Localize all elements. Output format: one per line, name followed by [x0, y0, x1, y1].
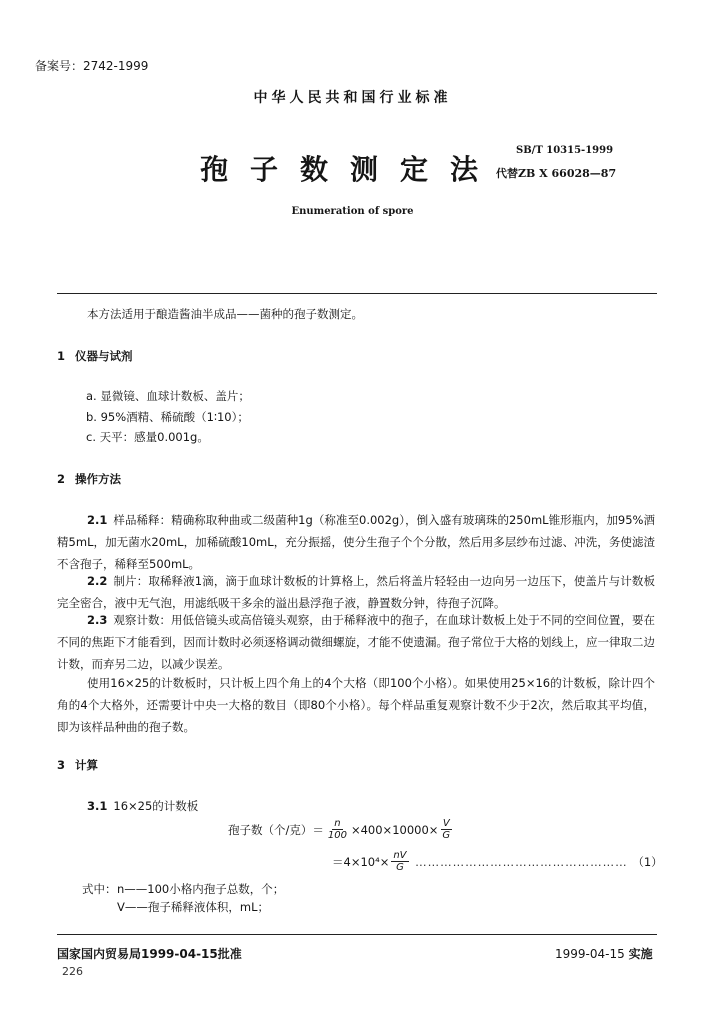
header-divider	[57, 293, 657, 294]
subsection-3-1	[57, 795, 655, 817]
standard-code: SB/T 10315-1999	[516, 145, 614, 156]
page-number: 226	[62, 965, 83, 978]
formula-line-1	[228, 818, 454, 841]
english-title: Enumeration of spore	[291, 206, 414, 217]
section-2-heading	[57, 471, 121, 487]
implement-label: 实施	[628, 947, 653, 961]
equation-number: （1）	[632, 854, 663, 869]
page-title: 孢子数测定法	[200, 153, 501, 186]
replaces-standard: 代替ZB X 66028—87	[496, 167, 617, 180]
list-item: c. 天平：感量0.001g。	[86, 430, 209, 444]
where-label: 式中：	[82, 882, 117, 896]
intro-paragraph: 本方法适用于酿造酱油半成品——菌种的孢子数测定。	[87, 307, 363, 321]
section-1-title: 仪器与试剂	[75, 349, 133, 363]
leader-dots: ……………………………………………	[410, 854, 633, 869]
clause-number: 2.3	[87, 613, 108, 627]
paragraph-2-4: 使用16×25的计数板时，只计板上四个角上的4个大格（即100个小格）。如果使用25×16的计数板，除计四个角的4个大格外，还需要计中央一大格的数目（即80个小格）。每个样品重复观察计数不少于2次，然后取其平均值，即为该样品种曲的孢子数。	[57, 676, 655, 734]
standard-type-heading: 中华人民共和国行业标准	[253, 90, 452, 106]
fraction-denominator: G	[442, 830, 451, 841]
clause-number: 3.1	[87, 799, 108, 813]
approval-text: 国家国内贸易局1999-04-15批准	[57, 947, 242, 961]
list-item: b. 95%酒精、稀硫酸（1∶10）；	[86, 409, 249, 424]
fraction-numerator: nV	[393, 850, 407, 861]
section-1-list	[86, 386, 250, 448]
fraction	[391, 850, 408, 873]
fraction-denominator: 100	[327, 830, 347, 841]
fraction-numerator: n	[334, 818, 341, 829]
formula-line-2	[332, 850, 663, 873]
footer-divider	[57, 934, 657, 935]
section-3-heading	[57, 757, 98, 773]
section-3-number: 3	[57, 758, 66, 772]
paragraph-text: 制片：取稀释液1滴，滴于血球计数板的计算格上，然后将盖片轻轻由一边向另一边压下，使盖片与计数板完全密合，液中无气泡，用滤纸吸干多余的溢出悬浮孢子液，静置数分钟，待孢子沉降。	[57, 574, 655, 610]
formula-prefix: ＝4×10⁴×	[332, 854, 390, 869]
section-3-title: 计算	[75, 758, 98, 772]
implementation-date	[555, 945, 653, 962]
formula-lhs: 孢子数（个/克）＝	[228, 822, 324, 837]
paragraph-text: 样品稀释：精确称取种曲或二级菌种1g（称准至0.002g），倒入盛有玻璃珠的250mL锥形瓶内，加95%酒精5mL，加无菌水20mL，加稀硫酸10mL，充分振摇，使分生孢子个个分散，然后用多层纱布过滤、冲洗，务使滤渣不含孢子，稀释至500mL。	[57, 513, 655, 571]
section-2-title: 操作方法	[75, 472, 121, 486]
section-2-number: 2	[57, 472, 66, 486]
clause-number: 2.1	[87, 513, 108, 527]
paragraph-2-3	[57, 609, 655, 675]
paragraph-text: 观察计数：用低倍镜头或高倍镜头观察，由于稀释液中的孢子，在血球计数板上处于不同的空间位置，要在不同的焦距下才能看到，因而计数时必须逐格调动微细螺旋，才能不使遗漏。孢子常位于大格的划线上，应一律取二边计数，而弃另二边，以减少误差。	[57, 613, 655, 671]
fraction-numerator: V	[442, 818, 450, 829]
where-n: n——100小格内孢子总数，个；	[117, 882, 285, 896]
section-1-heading	[57, 348, 133, 364]
registration-number: 备案号：2742-1999	[35, 59, 149, 73]
fraction	[440, 818, 452, 841]
formula-middle: ×400×10000×	[350, 822, 439, 837]
implement-date: 1999-04-15	[555, 947, 625, 961]
paragraph-2-2	[57, 570, 655, 614]
subsection-title: 16×25的计数板	[113, 799, 199, 813]
fraction-denominator: G	[396, 862, 404, 873]
list-item: a. 显微镜、血球计数板、盖片；	[86, 389, 250, 403]
section-1-number: 1	[57, 349, 66, 363]
where-v: V——孢子稀释液体积，mL；	[117, 900, 269, 914]
fraction	[326, 818, 349, 841]
paragraph-2-1	[57, 509, 655, 575]
clause-number: 2.2	[87, 574, 108, 588]
